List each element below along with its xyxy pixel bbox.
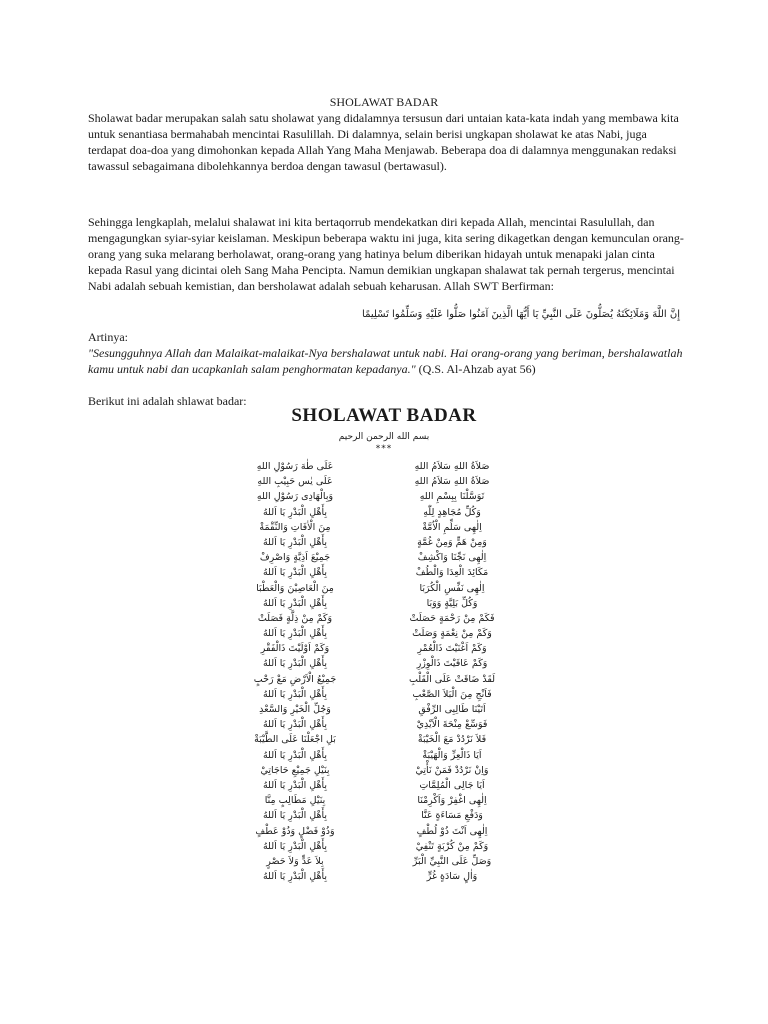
translation-quote: "Sesungguhnya Allah dan Malaikat-malaikat-Nya bershalawat untuk nabi. Hai orang-orang yang beriman, bershalawatlah kamu untuk nabi dan ucapkanlah salam penghormatan kepadanya."	[88, 346, 683, 376]
verse-second-hemistich: جَمِيْعَ اَذِيَّةٍ وَاصْرِفْ	[259, 552, 331, 564]
verse-second-hemistich: وَذُوْ فَضْلٍ وَذُوْ عَطْفٍ	[255, 825, 335, 837]
poem-title: SHOLAWAT BADAR	[291, 405, 477, 426]
verse-citation: (Q.S. Al-Ahzab ayat 56)	[415, 362, 536, 376]
verse-second-hemistich: بِأَهْلِ الْبَدْرِ يَا اَللهُ	[262, 567, 328, 579]
verse-first-hemistich: فَوَسِّعْ مِنْحَةَ الْاَيْدِيْ	[416, 719, 488, 731]
verse-second-hemistich: بِأَهْلِ الْبَدْرِ يَا اَللهُ	[262, 719, 328, 731]
verse-second-hemistich: بِأَهْلِ الْبَدْرِ يَا اَللهُ	[262, 871, 328, 883]
verse-line	[0, 824, 768, 839]
verse-line	[0, 489, 768, 504]
quran-verse: إِنَّ اللَّهَ وَمَلَائِكَتَهُ يُصَلُّونَ عَلَى النَّبِيِّ يَا أَيُّهَا الَّذِينَ آمَنُوا صَلُّوا عَلَيْهِ وَسَلِّمُوا تَسْلِيمًا	[362, 309, 680, 320]
verse-line	[0, 748, 768, 763]
verse-first-hemistich: اَتَيْنَا طَالِبِى الرِّفْقِ	[418, 704, 486, 715]
verse-first-hemistich: تَوَسَّلْنَا بِبِسْمِ اللهِ	[419, 491, 485, 503]
verse-second-hemistich: بِأَهْلِ الْبَدْرِ يَا اَللهُ	[262, 779, 328, 791]
verse-line	[0, 839, 768, 854]
verse-second-hemistich: بِأَهْلِ الْبَدْرِ يَا اَللهُ	[262, 810, 328, 822]
verse-first-hemistich: وَمِنْ هَمٍّ وَمِنْ غُمَّةٍ	[417, 536, 487, 548]
verse-first-hemistich: وَكَمْ عَافَيْتَ ذَالْوِزْرِ	[416, 658, 488, 670]
verse-first-hemistich: وَصَلِّ عَلَى النَّبِيِّ الْبَرِّ	[412, 855, 492, 867]
verse-first-hemistich: صَلاَةُ اللهِ سَلاَمُ اللهِ	[414, 476, 490, 488]
verse-second-hemistich: عَلَى يٰس حَبِيْبِ اللهِ	[257, 476, 333, 488]
verse-line	[0, 656, 768, 671]
verse-line	[0, 854, 768, 869]
verse-first-hemistich: فَاَنْجِ مِنَ الْبَلاَ الصَّعْبِ	[412, 688, 492, 700]
verse-line	[0, 687, 768, 702]
verse-first-hemistich: وَدَفْعِ مَسَاءَةٍ عَنَّا	[421, 810, 483, 822]
verse-line	[0, 808, 768, 823]
verse-first-hemistich: اِلٰهِى سَلِّمِ الْاُمَّةْ	[422, 521, 482, 533]
verse-first-hemistich: وَكُلِّ مُجَاهِدٍ لِلّٰهِ	[423, 506, 481, 518]
verse-first-hemistich: اَيَا جَالِى الْمُلِمَّاتِ	[419, 779, 485, 791]
verse-first-hemistich: اِلٰهِى نَجِّنَا وَاكْشِفْ	[417, 552, 487, 564]
verse-line	[0, 702, 768, 717]
verse-line	[0, 459, 768, 474]
poem-verses	[0, 459, 768, 884]
verse-second-hemistich: وَكَمْ اَوْلَيْتَ ذَالْفَقْرِ	[260, 643, 330, 655]
verse-line	[0, 626, 768, 641]
verse-first-hemistich: وَكَمْ اَغْنَيْتَ ذَالْعُمْرِ	[417, 643, 487, 655]
verse-second-hemistich: بِأَهْلِ الْبَدْرِ يَا اَللهُ	[262, 536, 328, 548]
verse-second-hemistich: عَلَى طٰهَ رَسُوْلِ اللهِ	[256, 461, 334, 472]
verse-second-hemistich: بِنَيْلِ جَمِيْعِ حَاجَاتِيْ	[260, 764, 330, 776]
verse-first-hemistich: مَكَائِدَ الْعِدَا وَالْطُفْ	[415, 567, 489, 579]
verse-line	[0, 717, 768, 732]
verse-line	[0, 641, 768, 656]
verse-line	[0, 778, 768, 793]
verse-first-hemistich: وَاِنْ نَرْدُدْ فَمَنْ نَأْتِيْ	[415, 764, 489, 776]
verse-first-hemistich: وَكَمْ مِنْ نِعْمَةٍ وَصَلَتْ	[412, 628, 492, 640]
verse-second-hemistich: بِأَهْلِ الْبَدْرِ يَا اَللهُ	[262, 597, 328, 609]
verse-line	[0, 565, 768, 580]
verse-first-hemistich: اِلٰهِى اَنْتَ ذُوْ لُطْفٍ	[416, 825, 488, 837]
verse-first-hemistich: وَاٰلٍ سَادَةٍ غُرٍّ	[426, 871, 478, 883]
verse-second-hemistich: مِنَ الْعَاصِيْنَ وَالْعَطْبَا	[256, 582, 334, 594]
verse-second-hemistich: بِأَهْلِ الْبَدْرِ يَا اَللهُ	[262, 688, 328, 700]
verse-line	[0, 474, 768, 489]
verse-line	[0, 672, 768, 687]
verse-line	[0, 793, 768, 808]
verse-first-hemistich: اَيَا ذَالْعِزِّ وَالْهَيْبَةْ	[422, 749, 482, 761]
verse-first-hemistich: لَقَدْ ضَاقَتْ عَلَى الْقَلْبِ	[408, 673, 496, 685]
verse-second-hemistich: بِأَهْلِ الْبَدْرِ يَا اَللهُ	[262, 658, 328, 670]
verse-second-hemistich: مِنَ الْاٰفَاتِ وَالنِّقْمَةْ	[259, 521, 331, 533]
verse-first-hemistich: فَلاَ نَرْدُدْ مَعَ الْخَيْبَةْ	[417, 734, 487, 746]
verse-second-hemistich: وَبِالْهَادِى رَسُوْلِ اللهِ	[256, 491, 334, 503]
verse-line	[0, 596, 768, 611]
verse-second-hemistich: وَجُلِّ الْخَيْرِ وَالسَّعْدِ	[259, 704, 331, 715]
verse-first-hemistich: فَكَمْ مِنْ رَحْمَةٍ حَصَلَتْ	[409, 612, 495, 624]
verse-second-hemistich: جَمِيْعُ الْاَرْضِ مَعْ رَحْبٍ	[253, 673, 337, 685]
poem-intro: Berikut ini adalah shlawat badar:	[88, 394, 247, 408]
verse-line	[0, 535, 768, 550]
verse-line	[0, 763, 768, 778]
verse-second-hemistich: بِأَهْلِ الْبَدْرِ يَا اَللهُ	[262, 506, 328, 518]
verse-second-hemistich: بِأَهْلِ الْبَدْرِ يَا اَللهُ	[262, 840, 328, 852]
document-title: SHOLAWAT BADAR	[329, 95, 439, 109]
verse-translation	[88, 345, 688, 377]
verse-first-hemistich: اِلٰهِى اغْفِرْ وَاَكْرِمْنَا	[417, 795, 487, 807]
verse-line	[0, 611, 768, 626]
paragraph-body: Sehingga lengkaplah, melalui shalawat ini kita bertaqorrub mendekatkan diri kepada Allah, mencintai Rasulullah, dan mengagungkan syiar-syiar keislaman. Meskipun beberapa waktu ini juga, kita sering dikagetkan dengan kemunculan orang-orang yang suka melarang berholawat, orang-orang yang hatinya belum diberikan hidayah untuk menapaki jalan cinta kepada Rasul yang dicintai oleh Sang Maha Pencipta. Namun demikian ungkapan shalawat tak pernah tergerus, mencintai Nabi adalah sebuah kemistian, dan bersholawat adalah sebuah keharusan. Allah SWT Berfirman:	[88, 215, 684, 293]
verse-line	[0, 732, 768, 747]
verse-line	[0, 550, 768, 565]
verse-first-hemistich: وَكُلِّ بَلِيَّةٍ وَوَبَا	[426, 597, 478, 609]
basmala: بسم الله الرحمن الرحيم	[338, 432, 430, 442]
verse-first-hemistich: اِلٰهِى نَفِّسِ الْكُرَبَا	[419, 582, 485, 594]
verse-second-hemistich: بِأَهْلِ الْبَدْرِ يَا اَللهُ	[262, 749, 328, 761]
verse-second-hemistich: بِلاَ عَدٍّ وَلاَ حَصْرٍ	[266, 855, 324, 867]
verse-second-hemistich: بِنَيْلِ مَطَالِبٍ مِنَّا	[264, 795, 326, 807]
verse-second-hemistich: بَلِ اجْعَلْنَا عَلَى الطَّيْبَةْ	[254, 734, 336, 746]
verse-first-hemistich: صَلاَةُ اللهِ سَلاَمُ اللهِ	[414, 461, 490, 472]
verse-line	[0, 581, 768, 596]
verse-first-hemistich: وَكَمْ مِنْ كُرْبَةٍ تَنْفِيْ	[415, 840, 489, 852]
verse-line	[0, 869, 768, 884]
paragraph-intro: Sholawat badar merupakan salah satu sholawat yang didalamnya tersusun dari untaian kata-kata indah yang membawa kita untuk senantiasa bermahabah mencintai Rasulillah. Di dalamnya, selain berisi ungkapan sholawat ke atas Nabi, juga terdapat doa-doa yang dimohonkan kepada Allah Yang Maha Menjawab. Beberapa doa di dalamnya menggunakan redaksi tawassul sebagaimana dibolehkannya berdoa dengan tawasul (bertawasul).	[88, 111, 679, 173]
separator-stars: ***	[375, 444, 393, 454]
verse-line	[0, 520, 768, 535]
verse-second-hemistich: وَكَمْ مِنْ ذِلَّةٍ فَصَلَتْ	[257, 612, 333, 624]
verse-second-hemistich: بِأَهْلِ الْبَدْرِ يَا اَللهُ	[262, 628, 328, 640]
translation-label: Artinya:	[88, 330, 128, 344]
verse-line	[0, 505, 768, 520]
